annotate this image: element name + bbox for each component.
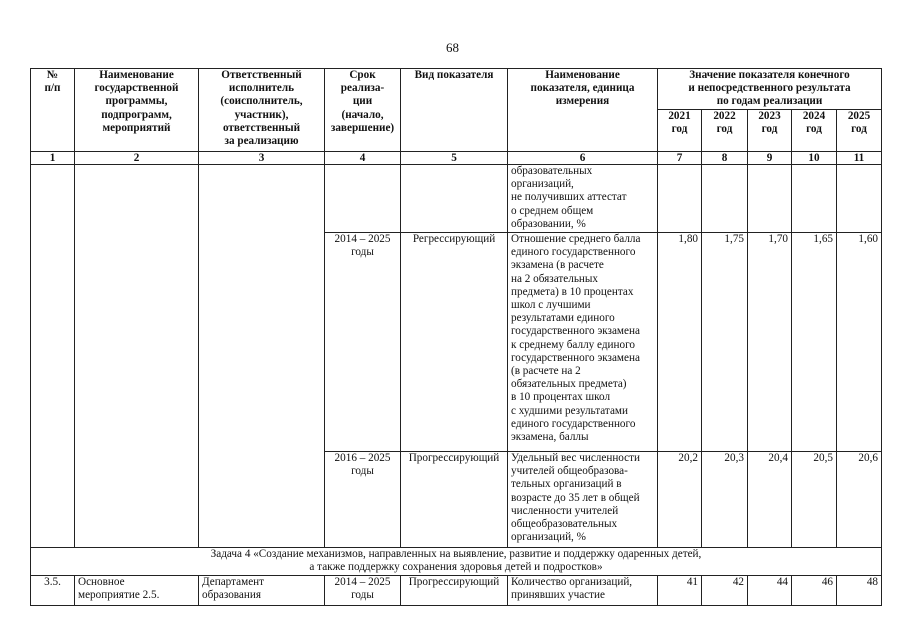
cell-period: 2016 – 2025 годы <box>325 452 401 548</box>
column-number: 4 <box>325 152 401 165</box>
header-col-period: Срок реализа- ции (начало, завершение) <box>325 69 401 152</box>
task-heading: Задача 4 «Создание механизмов, направленных на выявление, развитие и поддержку одаренных детей, а также поддержку сохранения здоровья детей и подростков» <box>31 548 882 576</box>
cell-value: 42 <box>702 576 748 606</box>
cell-value: 44 <box>748 576 792 606</box>
column-number-row <box>31 152 882 165</box>
column-number: 11 <box>837 152 882 165</box>
cell-value: 20,2 <box>658 452 702 548</box>
cell-num: 3.5. <box>31 576 75 606</box>
cell-value <box>658 165 702 233</box>
cell-period: 2014 – 2025 годы <box>325 233 401 452</box>
header-year: 2025 год <box>837 110 882 152</box>
header-year: 2021 год <box>658 110 702 152</box>
header-year: 2023 год <box>748 110 792 152</box>
cell-indicator-name: Отношение среднего балла единого государственного экзамена (в расчете на 2 обязательных предмета) в 10 процентах школ с лучшими результатами единого государственного экзамена к среднему баллу единого государственного экзамена (в расчете на 2 обязательных предмета) в 10 процентах школ с худшими результатами единого государственного экзамена, баллы <box>508 233 658 452</box>
cell-value: 1,65 <box>792 233 837 452</box>
cell-value <box>702 165 748 233</box>
cell-value: 20,3 <box>702 452 748 548</box>
cell-value: 20,5 <box>792 452 837 548</box>
column-number: 9 <box>748 152 792 165</box>
cell-value: 1,80 <box>658 233 702 452</box>
table-row <box>31 165 882 233</box>
page-number: 68 <box>446 40 459 55</box>
cell-value: 20,4 <box>748 452 792 548</box>
cell-program <box>75 165 199 548</box>
header-col-executor: Ответственный исполнитель (соисполнитель, участник), ответственный за реализацию <box>199 69 325 152</box>
cell-program: Основное мероприятие 2.5. <box>75 576 199 606</box>
column-number: 7 <box>658 152 702 165</box>
cell-value: 1,75 <box>702 233 748 452</box>
cell-indicator-name: образовательных организаций, не получивших аттестат о среднем общем образовании, % <box>508 165 658 233</box>
cell-period <box>325 165 401 233</box>
cell-value <box>837 165 882 233</box>
cell-executor <box>199 165 325 548</box>
cell-type: Прогрессирующий <box>401 452 508 548</box>
cell-type: Прогрессирующий <box>401 576 508 606</box>
header-col-type: Вид показателя <box>401 69 508 152</box>
cell-value <box>792 165 837 233</box>
column-number: 10 <box>792 152 837 165</box>
cell-value: 1,60 <box>837 233 882 452</box>
cell-type: Регрессирующий <box>401 233 508 452</box>
cell-value: 46 <box>792 576 837 606</box>
column-number: 1 <box>31 152 75 165</box>
task-row <box>31 548 882 576</box>
cell-value: 41 <box>658 576 702 606</box>
column-number: 8 <box>702 152 748 165</box>
cell-type <box>401 165 508 233</box>
cell-indicator-name: Удельный вес численности учителей общеобразова- тельных организаций в возрасте до 35 лет в общей численности учителей общеобразовательных организаций, % <box>508 452 658 548</box>
header-values-group: Значение показателя конечного и непосредственного результата по годам реализации <box>658 69 882 110</box>
cell-value: 20,6 <box>837 452 882 548</box>
cell-value: 48 <box>837 576 882 606</box>
table-row <box>31 576 882 606</box>
cell-period: 2014 – 2025 годы <box>325 576 401 606</box>
cell-num <box>31 165 75 548</box>
header-year: 2024 год <box>792 110 837 152</box>
header-col-program: Наименование государственной программы, подпрограмм, мероприятий <box>75 69 199 152</box>
cell-value: 1,70 <box>748 233 792 452</box>
column-number: 6 <box>508 152 658 165</box>
indicator-table <box>30 68 882 606</box>
column-number: 2 <box>75 152 199 165</box>
header-year: 2022 год <box>702 110 748 152</box>
cell-indicator-name: Количество организаций, принявших участие <box>508 576 658 606</box>
cell-value <box>748 165 792 233</box>
header-col-num: № п/п <box>31 69 75 152</box>
column-number: 5 <box>401 152 508 165</box>
cell-executor: Департамент образования <box>199 576 325 606</box>
column-number: 3 <box>199 152 325 165</box>
header-col-indicator: Наименование показателя, единица измерения <box>508 69 658 152</box>
